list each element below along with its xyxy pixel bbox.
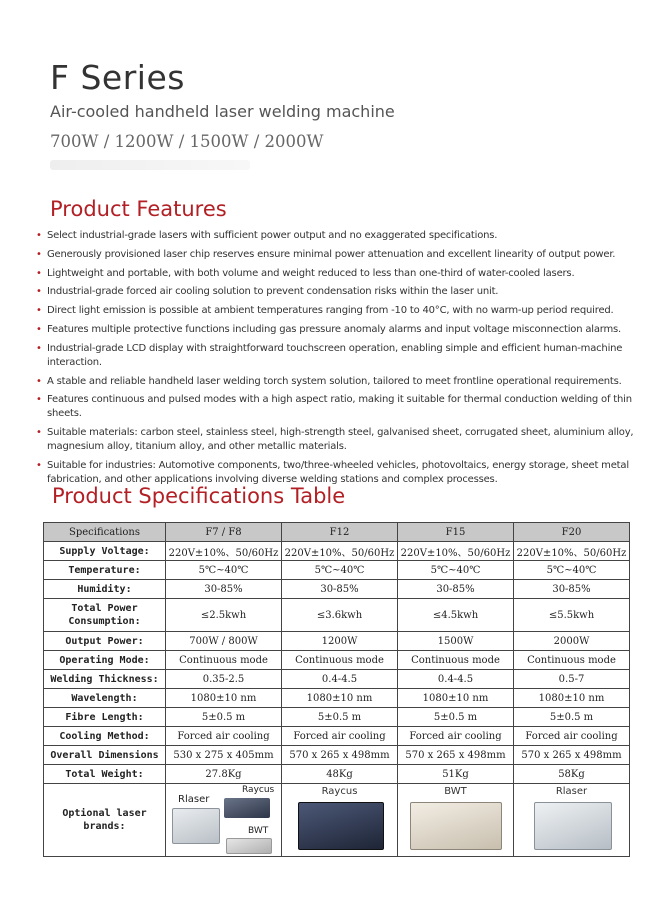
table-cell: ≤4.5kwh: [398, 599, 514, 632]
brand-cell-f12: [282, 784, 398, 857]
table-cell: 5℃~40℃: [398, 561, 514, 580]
table-cell: 530 x 275 x 405mm: [166, 746, 282, 765]
table-cell: 1200W: [282, 632, 398, 651]
feature-item: • Industrial-grade LCD display with straightforward touchscreen operation, enabling simple and efficient human-machine interaction.: [36, 342, 623, 368]
laser-image: [172, 808, 220, 844]
table-cell: 220V±10%、50/60Hz: [282, 542, 398, 561]
laser-image: [226, 838, 272, 854]
feature-item: • Generously provisioned laser chip reserves ensure minimal power attenuation and excellent linearity of output power.: [36, 248, 616, 260]
table-cell: ≤5.5kwh: [514, 599, 630, 632]
bullet-icon: •: [36, 286, 42, 298]
bullet-icon: •: [36, 248, 42, 260]
spec-heading: Product Specifications Table: [52, 484, 346, 508]
column-header: F7 / F8: [166, 523, 282, 542]
power-options: 700W / 1200W / 1500W / 2000W: [50, 132, 324, 151]
feature-item: • Suitable for industries: Automotive components, two/three-wheeled vehicles, photovoltaics, energy storage, sheet metal fabrication, and other applications involving diverse welding stations and complex processes.: [36, 459, 629, 485]
feature-item: • Features continuous and pulsed modes with a high aspect ratio, making it suitable for thermal conduction welding of thin sheets.: [36, 394, 632, 420]
brand-label: Raycus: [242, 785, 275, 795]
table-row: [44, 632, 630, 651]
row-label: Fibre Length:: [44, 708, 166, 727]
table-cell: 30-85%: [166, 580, 282, 599]
feature-item: • Lightweight and portable, with both volume and weight reduced to less than one-third of water-cooled lasers.: [36, 267, 575, 279]
table-row: [44, 580, 630, 599]
decorative-blur: [50, 160, 250, 170]
table-row: [44, 599, 630, 632]
table-header-row: [44, 523, 630, 542]
table-cell: 5℃~40℃: [282, 561, 398, 580]
table-row: [44, 765, 630, 784]
table-cell: Forced air cooling: [166, 727, 282, 746]
page-title: F Series: [50, 58, 185, 97]
table-cell: Forced air cooling: [514, 727, 630, 746]
row-label: Wavelength:: [44, 689, 166, 708]
table-cell: 48Kg: [282, 765, 398, 784]
bullet-icon: •: [36, 394, 42, 406]
bullet-icon: •: [36, 427, 42, 439]
column-header: F20: [514, 523, 630, 542]
table-cell: Continuous mode: [514, 651, 630, 670]
table-cell: 27.8Kg: [166, 765, 282, 784]
bullet-icon: •: [36, 323, 42, 335]
row-label: Total Power Consumption:: [44, 599, 166, 632]
table-cell: 220V±10%、50/60Hz: [514, 542, 630, 561]
table-cell: 30-85%: [514, 580, 630, 599]
spec-table: [43, 522, 630, 857]
table-cell: 1080±10 nm: [166, 689, 282, 708]
brand-label: Rlaser: [178, 794, 210, 805]
table-cell: Continuous mode: [398, 651, 514, 670]
table-cell: Forced air cooling: [282, 727, 398, 746]
table-cell: 5±0.5 m: [166, 708, 282, 727]
table-row: [44, 651, 630, 670]
table-cell: ≤3.6kwh: [282, 599, 398, 632]
bullet-icon: •: [36, 459, 42, 471]
brand-label: BWT: [248, 826, 269, 836]
feature-item: • Direct light emission is possible at ambient temperatures ranging from -10 to 40°C, with no warm-up period required.: [36, 305, 614, 317]
table-cell: 1080±10 nm: [398, 689, 514, 708]
row-label: Welding Thickness:: [44, 670, 166, 689]
table-row: [44, 689, 630, 708]
table-cell: 570 x 265 x 498mm: [514, 746, 630, 765]
brand-label: Raycus: [321, 786, 358, 797]
row-label: Overall Dimensions: [44, 746, 166, 765]
table-row: [44, 561, 630, 580]
table-cell: Continuous mode: [282, 651, 398, 670]
column-header: Specifications: [44, 523, 166, 542]
table-cell: Forced air cooling: [398, 727, 514, 746]
table-cell: 220V±10%、50/60Hz: [166, 542, 282, 561]
table-cell: 0.35-2.5: [166, 670, 282, 689]
feature-item: • Features multiple protective functions including gas pressure anomaly alarms and input voltage misconnection alarms.: [36, 323, 622, 335]
bullet-icon: •: [36, 230, 42, 241]
table-cell: 5±0.5 m: [282, 708, 398, 727]
bullet-icon: •: [36, 267, 42, 279]
table-cell: 2000W: [514, 632, 630, 651]
table-row: [44, 727, 630, 746]
bullet-icon: •: [36, 375, 42, 387]
brand-cell-f7: [166, 784, 282, 857]
table-cell: 58Kg: [514, 765, 630, 784]
laser-image: [224, 798, 270, 818]
table-cell: 220V±10%、50/60Hz: [398, 542, 514, 561]
table-cell: 30-85%: [398, 580, 514, 599]
feature-item: • Select industrial-grade lasers with sufficient power output and no exaggerated specifications.: [36, 230, 498, 241]
features-heading: Product Features: [50, 197, 227, 221]
table-row: [44, 708, 630, 727]
table-cell: 700W / 800W: [166, 632, 282, 651]
table-cell: 0.5-7: [514, 670, 630, 689]
table-cell: ≤2.5kwh: [166, 599, 282, 632]
brand-cell-f15: [398, 784, 514, 857]
feature-item: • A stable and reliable handheld laser welding torch system solution, tailored to meet frontline operational requirements.: [36, 375, 622, 387]
row-label: Output Power:: [44, 632, 166, 651]
row-label: Temperature:: [44, 561, 166, 580]
laser-image: [534, 802, 612, 850]
page-subtitle: Air-cooled handheld laser welding machine: [50, 102, 395, 121]
table-cell: 51Kg: [398, 765, 514, 784]
laser-image: [410, 802, 502, 850]
table-cell: 1080±10 nm: [514, 689, 630, 708]
table-row: [44, 542, 630, 561]
feature-item: • Suitable materials: carbon steel, stainless steel, high-strength steel, galvanised sheet, corrugated sheet, aluminium alloy, magnesium alloy, titanium alloy, and other metallic materials.: [36, 427, 634, 453]
laser-image: [298, 802, 384, 850]
table-cell: 0.4-4.5: [398, 670, 514, 689]
row-label: Humidity:: [44, 580, 166, 599]
table-cell: 570 x 265 x 498mm: [282, 746, 398, 765]
table-cell: 5℃~40℃: [166, 561, 282, 580]
table-cell: 5±0.5 m: [514, 708, 630, 727]
column-header: F12: [282, 523, 398, 542]
brand-label: Rlaser: [555, 786, 588, 797]
table-cell: 1500W: [398, 632, 514, 651]
table-cell: 570 x 265 x 498mm: [398, 746, 514, 765]
bullet-icon: •: [36, 342, 42, 354]
table-row: [44, 746, 630, 765]
table-cell: 5±0.5 m: [398, 708, 514, 727]
brand-label: BWT: [444, 786, 467, 797]
row-label: Cooling Method:: [44, 727, 166, 746]
features-list: [36, 229, 666, 492]
table-cell: 30-85%: [282, 580, 398, 599]
table-cell: 1080±10 nm: [282, 689, 398, 708]
column-header: F15: [398, 523, 514, 542]
bullet-icon: •: [36, 305, 42, 317]
row-label: Total Weight:: [44, 765, 166, 784]
table-cell: Optional laser brands:: [44, 784, 166, 857]
feature-item: • Industrial-grade forced air cooling solution to prevent condensation risks within the laser unit.: [36, 286, 499, 298]
brands-row: [44, 784, 630, 857]
table-cell: 0.4-4.5: [282, 670, 398, 689]
table-cell: 5℃~40℃: [514, 561, 630, 580]
table-row: [44, 670, 630, 689]
row-label: Supply Voltage:: [44, 542, 166, 561]
brand-cell-f20: [514, 784, 630, 857]
table-cell: Continuous mode: [166, 651, 282, 670]
row-label: Operating Mode:: [44, 651, 166, 670]
